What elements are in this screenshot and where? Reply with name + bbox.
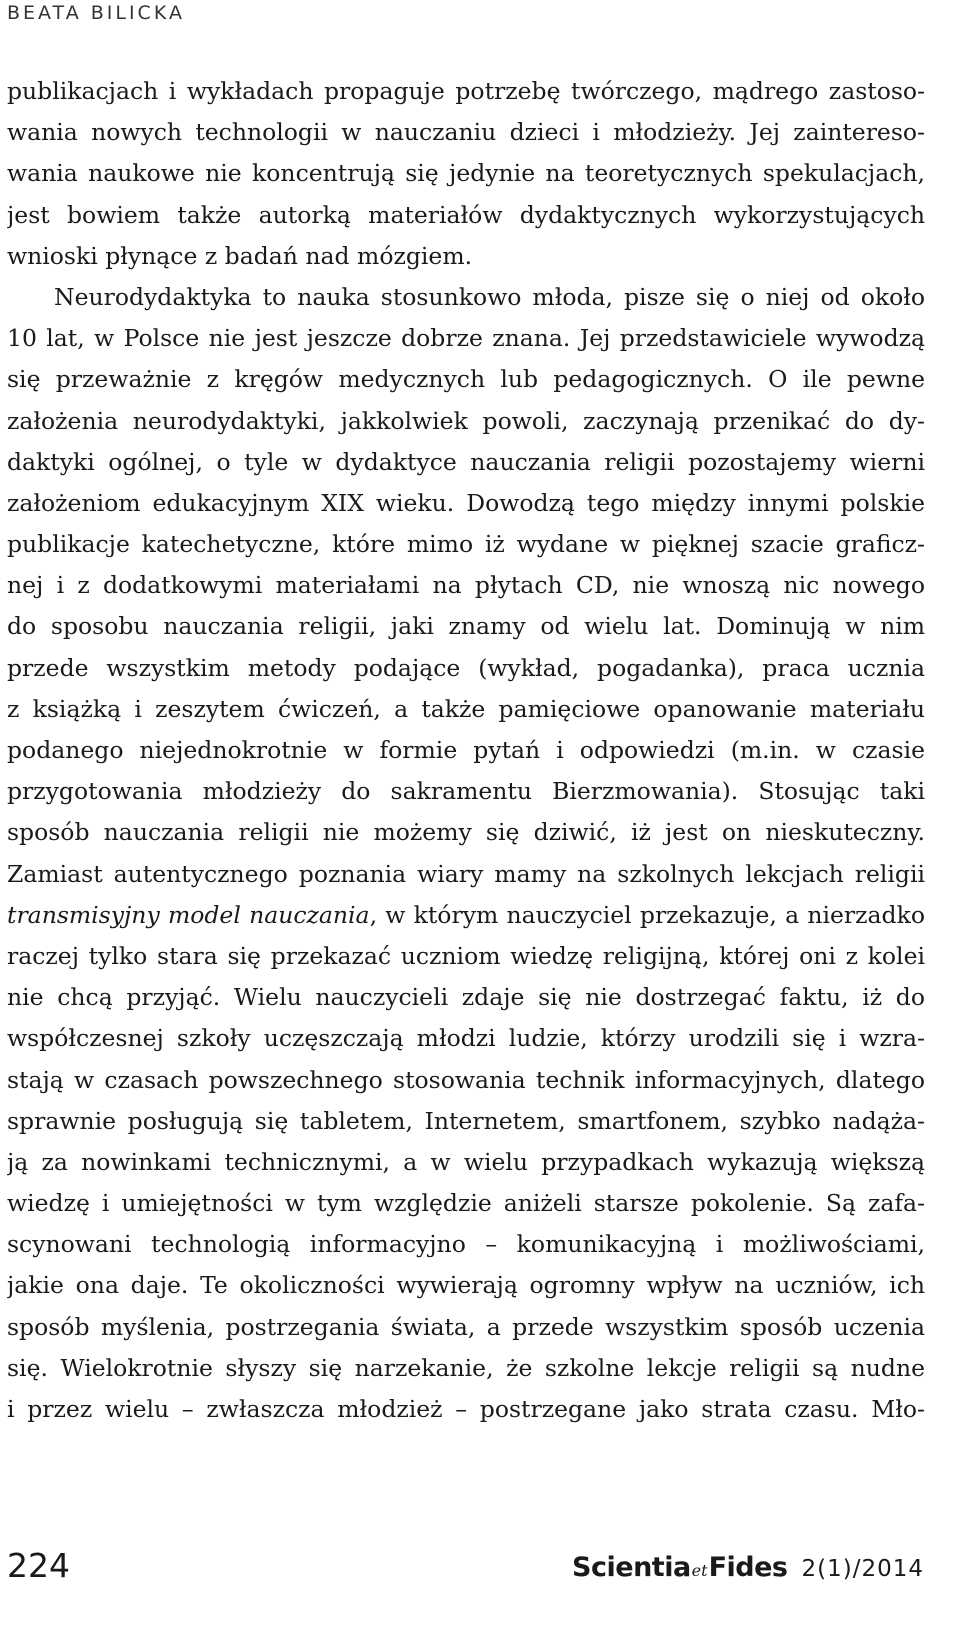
text-line: raczej tylko stara się przekazać uczniom wiedzę religijną, której oni z kolei (7, 941, 925, 970)
text-line: stają w czasach powszechnego stosowania technik informacyjnych, dlatego (7, 1065, 925, 1094)
text-line: publikacjach i wykładach propaguje potrzebę twórczego, mądrego zastoso- (7, 77, 925, 105)
text-line: przygotowania młodzieży do sakramentu Bierzmowania). Stosując taki (7, 777, 925, 806)
text-line: wiedzę i umiejętności w tym względzie aniżeli starsze pokolenie. Są zafa- (7, 1189, 925, 1218)
text-line: z książką i zeszytem ćwiczeń, a także pamięciowe opanowanie materiału (7, 694, 925, 723)
text-line-mixed (7, 895, 925, 936)
text-line: się przeważnie z kręgów medycznych lub pedagogicznych. O ile pewne (7, 365, 925, 394)
text-line: daktyki ogólnej, o tyle w dydaktyce nauczania religii pozostajemy wierni (7, 447, 925, 476)
running-head: BEATA BILICKA (7, 2, 185, 24)
text-line: wania naukowe nie koncentrują się jedynie na teoretycznych spekulacjach, (7, 159, 925, 188)
page-footer (0, 1546, 960, 1606)
text-line: publikacje katechetyczne, które mimo iż wydane w pięknej szacie graficz- (7, 530, 925, 559)
journal-issue: 2(1)/2014 (801, 1556, 924, 1582)
text-line: współczesnej szkoły uczęszczają młodzi ludzie, którzy urodzili się i wzra- (7, 1024, 925, 1053)
text-line: Zamiast autentycznego poznania wiary mamy na szkolnych lekcjach religii (7, 859, 925, 888)
body-text (7, 71, 925, 1430)
text-line: jest bowiem także autorką materiałów dydaktycznych wykorzystujących (7, 200, 925, 229)
text-line-rest: , w którym nauczyciel przekazuje, a nierzadko (369, 900, 925, 929)
text-line: wania nowych technologii w nauczaniu dzieci i młodzieży. Jej zaintereso- (7, 118, 925, 147)
journal-name-et: et (691, 1561, 708, 1580)
journal-title (572, 1552, 924, 1583)
text-line: sposób nauczania religii nie możemy się dziwić, iż jest on nieskuteczny. (7, 818, 925, 847)
text-line: ją za nowinkami technicznymi, a w wielu przypadkach wykazują większą (7, 1147, 925, 1176)
text-line: wnioski płynące z badań nad mózgiem. (7, 241, 473, 270)
text-line: podanego niejednokrotnie w formie pytań i odpowiedzi (m.in. w czasie (7, 736, 925, 764)
text-line: 10 lat, w Polsce nie jest jeszcze dobrze znana. Jej przedstawiciele wywodzą (7, 324, 925, 353)
page-number: 224 (7, 1546, 70, 1585)
text-line: jakie ona daje. Te okoliczności wywierają ogromny wpływ na uczniów, ich (7, 1271, 925, 1300)
journal-name-fides: Fides (708, 1552, 788, 1583)
text-line: do sposobu nauczania religii, jaki znamy od wielu lat. Dominują w nim (7, 612, 925, 641)
italic-term: transmisyjny model nauczania (7, 900, 370, 929)
text-line: sposób myślenia, postrzegania świata, a przede wszystkim sposób uczenia (7, 1312, 925, 1341)
text-line: się. Wielokrotnie słyszy się narzekanie, że szkolne lekcje religii są nudne (7, 1353, 925, 1382)
text-line: scynowani technologią informacyjno – komunikacyjną i możliwościami, (7, 1230, 925, 1259)
journal-name-scientia: Scientia (572, 1552, 691, 1583)
text-line: założenia neurodydaktyki, jakkolwiek powoli, zaczynają przenikać do dy- (7, 406, 925, 435)
text-line: sprawnie posługują się tabletem, Internetem, smartfonem, szybko nadąża- (7, 1106, 925, 1135)
text-line: nie chcą przyjąć. Wielu nauczycieli zdaje się nie dostrzegać faktu, iż do (7, 983, 925, 1012)
text-line: Neurodydaktyka to nauka stosunkowo młoda, pisze się o niej od około (54, 282, 925, 311)
text-line: przede wszystkim metody podające (wykład, pogadanka), praca ucznia (7, 653, 925, 682)
text-line: i przez wielu – zwłaszcza młodzież – postrzegane jako strata czasu. Mło- (7, 1395, 925, 1423)
text-line: założeniom edukacyjnym XIX wieku. Dowodzą tego między innymi polskie (7, 488, 925, 517)
text-line: nej i z dodatkowymi materiałami na płytach CD, nie wnoszą nic nowego (7, 571, 925, 600)
